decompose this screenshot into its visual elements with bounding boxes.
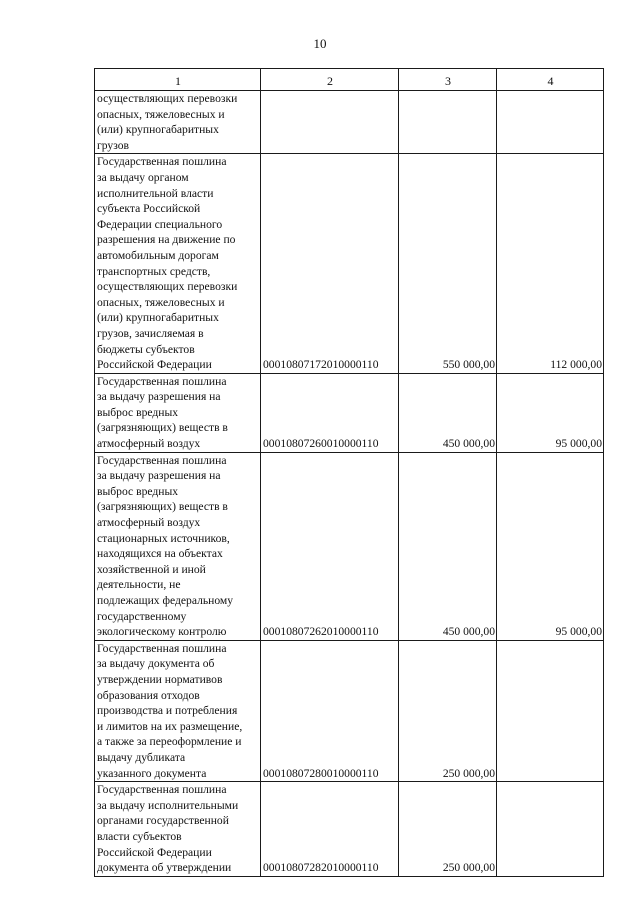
table-row: [95, 154, 604, 373]
revenue-name-cell: Государственная пошлина за выдачу разрешения на выброс вредных (загрязняющих) веществ в атмосферный воздух: [95, 373, 261, 452]
column-header-2: 2: [261, 69, 399, 91]
value-column-4-cell: 95 000,00: [497, 452, 604, 640]
value-column-4-cell: 95 000,00: [497, 373, 604, 452]
revenue-name-cell: Государственная пошлина за выдачу разрешения на выброс вредных (загрязняющих) веществ в атмосферный воздух стационарных источников, находящихся на объектах хозяйственной и иной деятельности, не подлежащих федеральному государственному экологическому контролю: [95, 452, 261, 640]
budget-revenue-table: [94, 68, 604, 877]
column-header-4: 4: [497, 69, 604, 91]
table-header-row: [95, 69, 604, 91]
revenue-name-cell: Государственная пошлина за выдачу документа об утверждении нормативов образования отходов производства и потребления и лимитов на их размещение, а также за переоформление и выдачу дубликата указанного документа: [95, 640, 261, 781]
value-column-4-cell: 112 000,00: [497, 154, 604, 373]
revenue-name-cell: Государственная пошлина за выдачу органом исполнительной власти субъекта Российской Федерации специального разрешения на движение по автомобильным дорогам транспортных средств, осуществляющих перевозки опасных, тяжеловесных и (или) крупногабаритных грузов, зачисляемая в бюджеты субъектов Российской Федерации: [95, 154, 261, 373]
value-column-4-cell: [497, 91, 604, 154]
value-column-3-cell: 250 000,00: [399, 782, 497, 877]
revenue-code-cell: 00010807260010000110: [261, 373, 399, 452]
revenue-code-cell: 00010807172010000110: [261, 154, 399, 373]
page-number: 10: [313, 36, 327, 51]
value-column-4-cell: [497, 640, 604, 781]
table-row: [95, 373, 604, 452]
value-column-4-cell: [497, 782, 604, 877]
value-column-3-cell: [399, 91, 497, 154]
value-column-3-cell: 450 000,00: [399, 452, 497, 640]
column-header-3: 3: [399, 69, 497, 91]
revenue-name-cell: осуществляющих перевозки опасных, тяжеловесных и (или) крупногабаритных грузов: [95, 91, 261, 154]
table-row: [95, 452, 604, 640]
revenue-code-cell: [261, 91, 399, 154]
table-row: [95, 782, 604, 877]
value-column-3-cell: 250 000,00: [399, 640, 497, 781]
value-column-3-cell: 550 000,00: [399, 154, 497, 373]
table-row: [95, 91, 604, 154]
value-column-3-cell: 450 000,00: [399, 373, 497, 452]
table-row: [95, 640, 604, 781]
revenue-code-cell: 00010807282010000110: [261, 782, 399, 877]
revenue-name-cell: Государственная пошлина за выдачу исполнительными органами государственной власти субъектов Российской Федерации документа об утверждении: [95, 782, 261, 877]
column-header-1: 1: [95, 69, 261, 91]
revenue-code-cell: 00010807262010000110: [261, 452, 399, 640]
revenue-code-cell: 00010807280010000110: [261, 640, 399, 781]
